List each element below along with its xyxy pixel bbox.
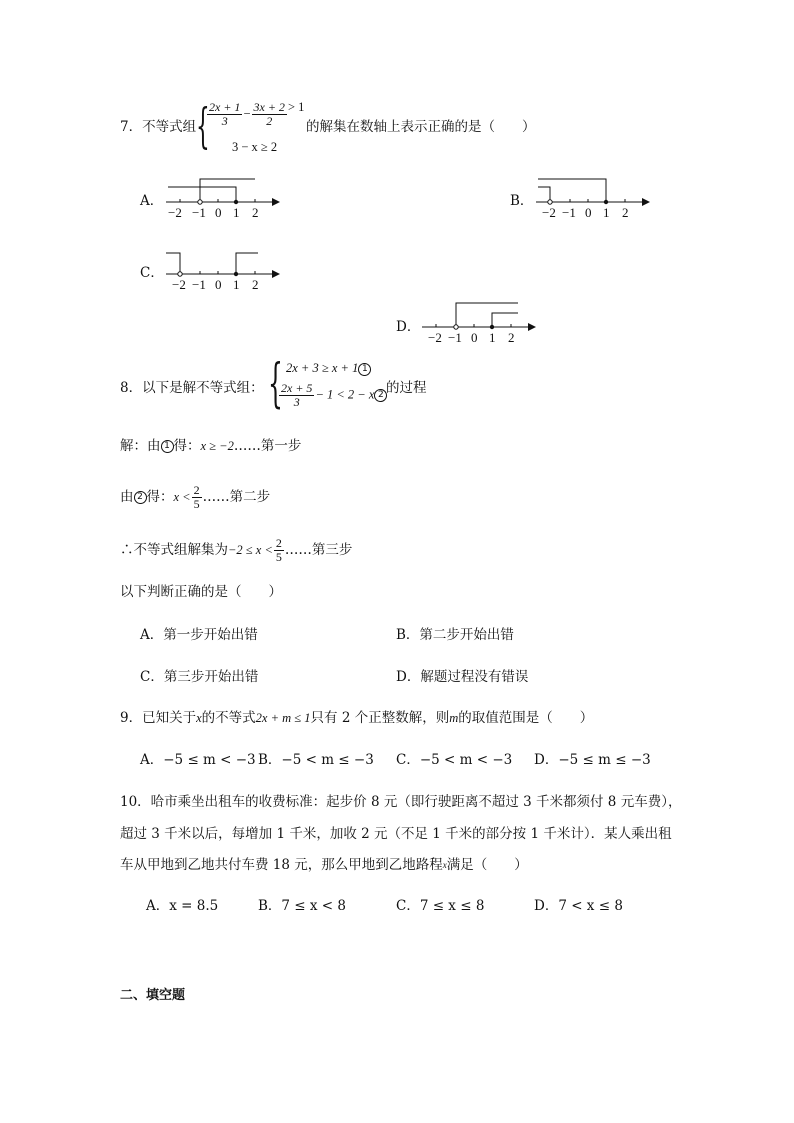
svg-text:−2: −2 — [172, 277, 186, 292]
svg-text:0: 0 — [215, 205, 222, 220]
svg-text:0: 0 — [585, 205, 592, 220]
svg-text:1: 1 — [233, 205, 240, 220]
q8-step1: 解：由 1 得：x ≥ −2……第一步 — [120, 438, 302, 454]
svg-text:1: 1 — [233, 277, 240, 292]
q8-ineq2: $\frac{2x + 5}{3}$ − 1 < 2 − x 2 — [278, 382, 387, 409]
q7-option-a-label: A． — [140, 193, 164, 209]
svg-text:−2: −2 — [428, 330, 442, 345]
q9-option-b: B．−5 < m ≤ −3 — [258, 752, 374, 768]
q8-stem: 8．以下是解不等式组： — [120, 380, 264, 396]
q8-option-b: B．第二步开始出错 — [396, 627, 514, 643]
q8-brace: { — [268, 354, 283, 414]
svg-text:0: 0 — [471, 330, 478, 345]
q8-suffix: 的过程 — [386, 380, 427, 396]
svg-text:0: 0 — [215, 277, 222, 292]
q10-option-a: A．x = 8.5 — [146, 898, 219, 914]
q8-option-a: A．第一步开始出错 — [140, 627, 258, 643]
svg-text:−1: −1 — [448, 330, 462, 345]
q7-option-c-numberline — [160, 247, 285, 292]
svg-text:−1: −1 — [562, 205, 576, 220]
svg-text:−2: −2 — [542, 205, 556, 220]
svg-text:−1: −1 — [192, 205, 206, 220]
q7-option-a-numberline — [160, 175, 285, 220]
q7-suffix: 的解集在数轴上表示正确的是（ ） — [306, 119, 536, 135]
q8-option-c: C．第三步开始出错 — [140, 669, 259, 685]
q9-option-c: C．−5 < m < −3 — [396, 752, 513, 768]
q7-option-d-label: D． — [396, 319, 421, 335]
q8-ineq1: 2x + 3 ≥ x + 1 1 — [286, 359, 371, 377]
q7-option-b-label: B． — [510, 193, 534, 209]
q7-option-c-label: C． — [140, 265, 164, 281]
q10-option-c: C．7 ≤ x ≤ 8 — [396, 898, 485, 914]
svg-text:2: 2 — [252, 277, 259, 292]
q10-option-d: D．7 < x ≤ 8 — [534, 898, 623, 914]
q7-ineq1: $\frac{2x + 1}{3}$ − $\frac{3x + 2}{2}$ > 1 — [209, 100, 305, 128]
q8-step2: 由 2 得：x < $\frac{2}{5}$ ……第二步 — [120, 483, 271, 511]
section-title-fill-in: 二、填空题 — [120, 988, 186, 1003]
q7-brace: { — [196, 98, 210, 154]
q8-option-d: D．解题过程没有错误 — [396, 669, 529, 685]
svg-text:2: 2 — [252, 205, 259, 220]
q10-line2: 超过 3 千米以后，每增加 1 千米，加收 2 元（不足 1 千米的部分按 1 千米计）．某人乘出租 — [120, 826, 672, 842]
svg-text:2: 2 — [508, 330, 515, 345]
q7-option-b-numberline — [530, 175, 655, 220]
q8-step3: ∴不等式组解集为−2 ≤ x < $\frac{2}{5}$ ……第三步 — [120, 536, 353, 564]
q7-ineq2: 3 − x ≥ 2 — [232, 140, 278, 154]
svg-text:−1: −1 — [192, 277, 206, 292]
q9-option-d: D．−5 ≤ m ≤ −3 — [534, 752, 651, 768]
svg-text:1: 1 — [489, 330, 496, 345]
q9-stem: 9．已知关于x的不等式2x + m ≤ 1只有 2 个正整数解，则m的取值范围是（ ） — [120, 710, 594, 726]
q7-number: 7．不等式组 — [120, 119, 197, 135]
q8-question: 以下判断正确的是（ ） — [120, 584, 282, 600]
q7-option-d-numberline — [416, 297, 541, 345]
svg-text:1: 1 — [603, 205, 610, 220]
q10-option-b: B．7 ≤ x < 8 — [258, 898, 347, 914]
q10-line1: 10．哈市乘坐出租车的收费标准：起步价 8 元（即行驶距离不超过 3 千米都须付 8 元车费）， — [120, 794, 682, 810]
svg-text:2: 2 — [622, 205, 629, 220]
svg-text:−2: −2 — [168, 205, 182, 220]
q9-option-a: A．−5 ≤ m < −3 — [140, 752, 256, 768]
q10-line3: 车从甲地到乙地共付车费 18 元，那么甲地到乙地路程$^x$满足（ ） — [120, 857, 528, 873]
